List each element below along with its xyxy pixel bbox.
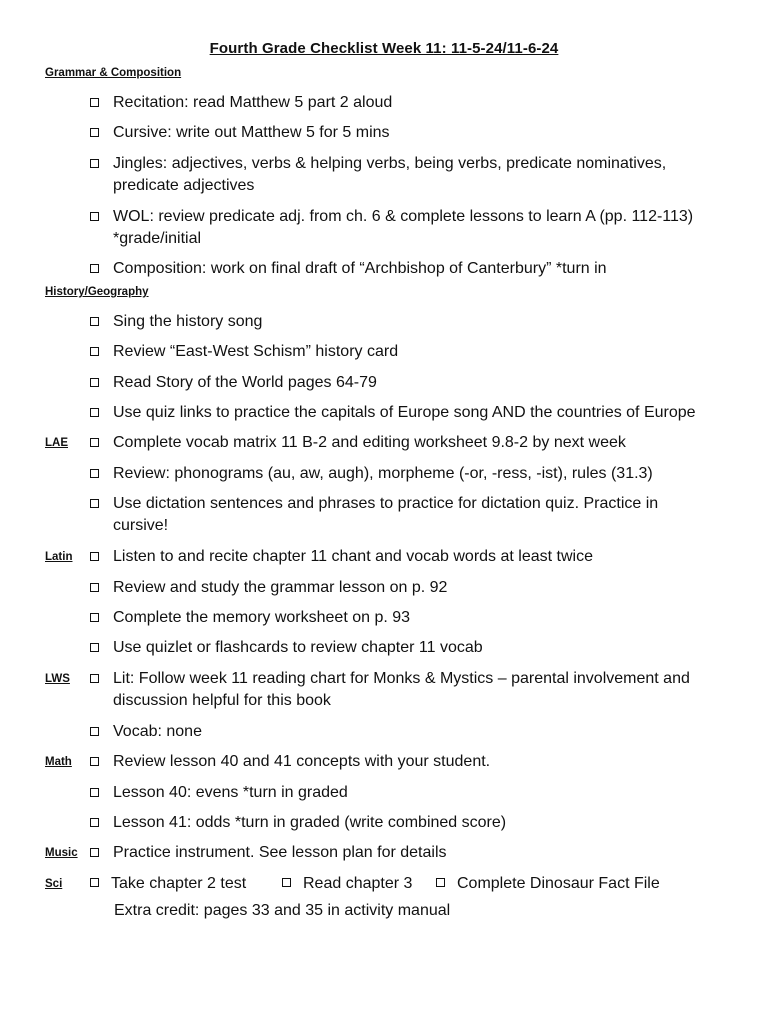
section-label-latin: Latin (45, 551, 73, 563)
item-text: Use quiz links to practice the capitals of Europe song AND the countries of Europe (113, 404, 696, 421)
page-title: Fourth Grade Checklist Week 11: 11-5-24/11-6-24 (209, 40, 559, 57)
checklist-item[interactable] (90, 577, 710, 599)
checkbox-icon[interactable] (90, 159, 99, 168)
section-label-lae: LAE (45, 437, 68, 449)
checkbox-icon[interactable] (90, 98, 99, 107)
checklist-item[interactable] (90, 372, 710, 394)
checklist-item[interactable] (90, 637, 710, 659)
checklist-item[interactable] (90, 122, 710, 144)
checkbox-icon[interactable] (90, 674, 99, 683)
checkbox-icon[interactable] (90, 378, 99, 387)
checklist-item[interactable] (90, 463, 710, 485)
item-text: Cursive: write out Matthew 5 for 5 mins (113, 124, 390, 141)
checklist-item[interactable] (90, 842, 710, 864)
checkbox-icon[interactable] (90, 264, 99, 273)
item-text: Review “East-West Schism” history card (113, 343, 399, 360)
checkbox-icon[interactable] (90, 128, 99, 137)
checklist-item[interactable] (436, 873, 660, 895)
checklist-item[interactable] (90, 432, 710, 454)
checkbox-icon[interactable] (90, 613, 99, 622)
item-text: Listen to and recite chapter 11 chant and vocab words at least twice (113, 548, 593, 565)
checklist-item[interactable] (90, 782, 710, 804)
item-text: Take chapter 2 test (111, 875, 247, 892)
checkbox-icon[interactable] (90, 438, 99, 447)
section-label-sci: Sci (45, 878, 63, 890)
item-text: Use dictation sentences and phrases to practice for dictation quiz. Practice in cursive! (113, 495, 659, 534)
extra-credit-note: Extra credit: pages 33 and 35 in activity manual (114, 902, 451, 919)
checkbox-icon[interactable] (90, 727, 99, 736)
section-label-music: Music (45, 847, 78, 859)
item-text: Recitation: read Matthew 5 part 2 aloud (113, 94, 393, 111)
item-text: Vocab: none (113, 723, 202, 740)
checkbox-icon[interactable] (90, 347, 99, 356)
checklist-item[interactable] (90, 668, 710, 712)
checklist-item[interactable] (90, 258, 710, 280)
checkbox-icon[interactable] (90, 552, 99, 561)
checklist-item[interactable] (90, 751, 710, 773)
item-text: Lesson 41: odds *turn in graded (write combined score) (113, 814, 507, 831)
checklist-item[interactable] (90, 206, 710, 250)
item-text: Practice instrument. See lesson plan for details (113, 844, 447, 861)
item-text: Complete Dinosaur Fact File (457, 875, 660, 892)
checklist-item[interactable] (90, 812, 710, 834)
section-label-lws: LWS (45, 673, 70, 685)
checkbox-icon[interactable] (90, 788, 99, 797)
item-text: Jingles: adjectives, verbs & helping verbs, being verbs, predicate nominatives, predicate adjectives (113, 155, 667, 194)
checkbox-icon[interactable] (90, 848, 99, 857)
item-text: Composition: work on final draft of “Archbishop of Canterbury” *turn in (113, 260, 607, 277)
checkbox-icon[interactable] (436, 878, 445, 887)
item-text: Lesson 40: evens *turn in graded (113, 784, 348, 801)
checklist-item[interactable] (90, 153, 710, 197)
section-heading-history: History/Geography (45, 286, 149, 298)
item-text: Read chapter 3 (303, 875, 413, 892)
item-text: WOL: review predicate adj. from ch. 6 & complete lessons to learn A (pp. 112-113) *grade/initial (113, 208, 694, 247)
checklist-item[interactable] (282, 873, 412, 895)
section-heading-grammar: Grammar & Composition (45, 67, 182, 79)
checkbox-icon[interactable] (90, 499, 99, 508)
checklist-item[interactable] (90, 341, 710, 363)
checklist-item[interactable] (90, 402, 710, 424)
checklist-item[interactable] (90, 607, 710, 629)
checkbox-icon[interactable] (90, 583, 99, 592)
item-text: Review and study the grammar lesson on p. 92 (113, 579, 448, 596)
checkbox-icon[interactable] (90, 818, 99, 827)
checkbox-icon[interactable] (282, 878, 291, 887)
checkbox-icon[interactable] (90, 212, 99, 221)
item-text: Complete the memory worksheet on p. 93 (113, 609, 411, 626)
item-text: Review: phonograms (au, aw, augh), morpheme (-or, -ress, -ist), rules (31.3) (113, 465, 653, 482)
checklist-item[interactable] (90, 873, 246, 895)
checklist-item[interactable] (90, 92, 710, 114)
item-text: Sing the history song (113, 313, 263, 330)
checklist-item[interactable] (90, 493, 710, 537)
checkbox-icon[interactable] (90, 317, 99, 326)
checklist-item[interactable] (90, 311, 710, 333)
checkbox-icon[interactable] (90, 469, 99, 478)
section-label-math: Math (45, 756, 72, 768)
item-text: Complete vocab matrix 11 B-2 and editing worksheet 9.8-2 by next week (113, 434, 626, 451)
checkbox-icon[interactable] (90, 643, 99, 652)
checkbox-icon[interactable] (90, 757, 99, 766)
checkbox-icon[interactable] (90, 878, 99, 887)
checklist-item[interactable] (90, 546, 710, 568)
item-text: Read Story of the World pages 64-79 (113, 374, 377, 391)
item-text: Lit: Follow week 11 reading chart for Monks & Mystics – parental involvement and discussion helpful for this book (113, 670, 690, 709)
checklist-item[interactable] (90, 721, 710, 743)
checkbox-icon[interactable] (90, 408, 99, 417)
item-text: Review lesson 40 and 41 concepts with your student. (113, 753, 491, 770)
item-text: Use quizlet or flashcards to review chapter 11 vocab (113, 639, 483, 656)
